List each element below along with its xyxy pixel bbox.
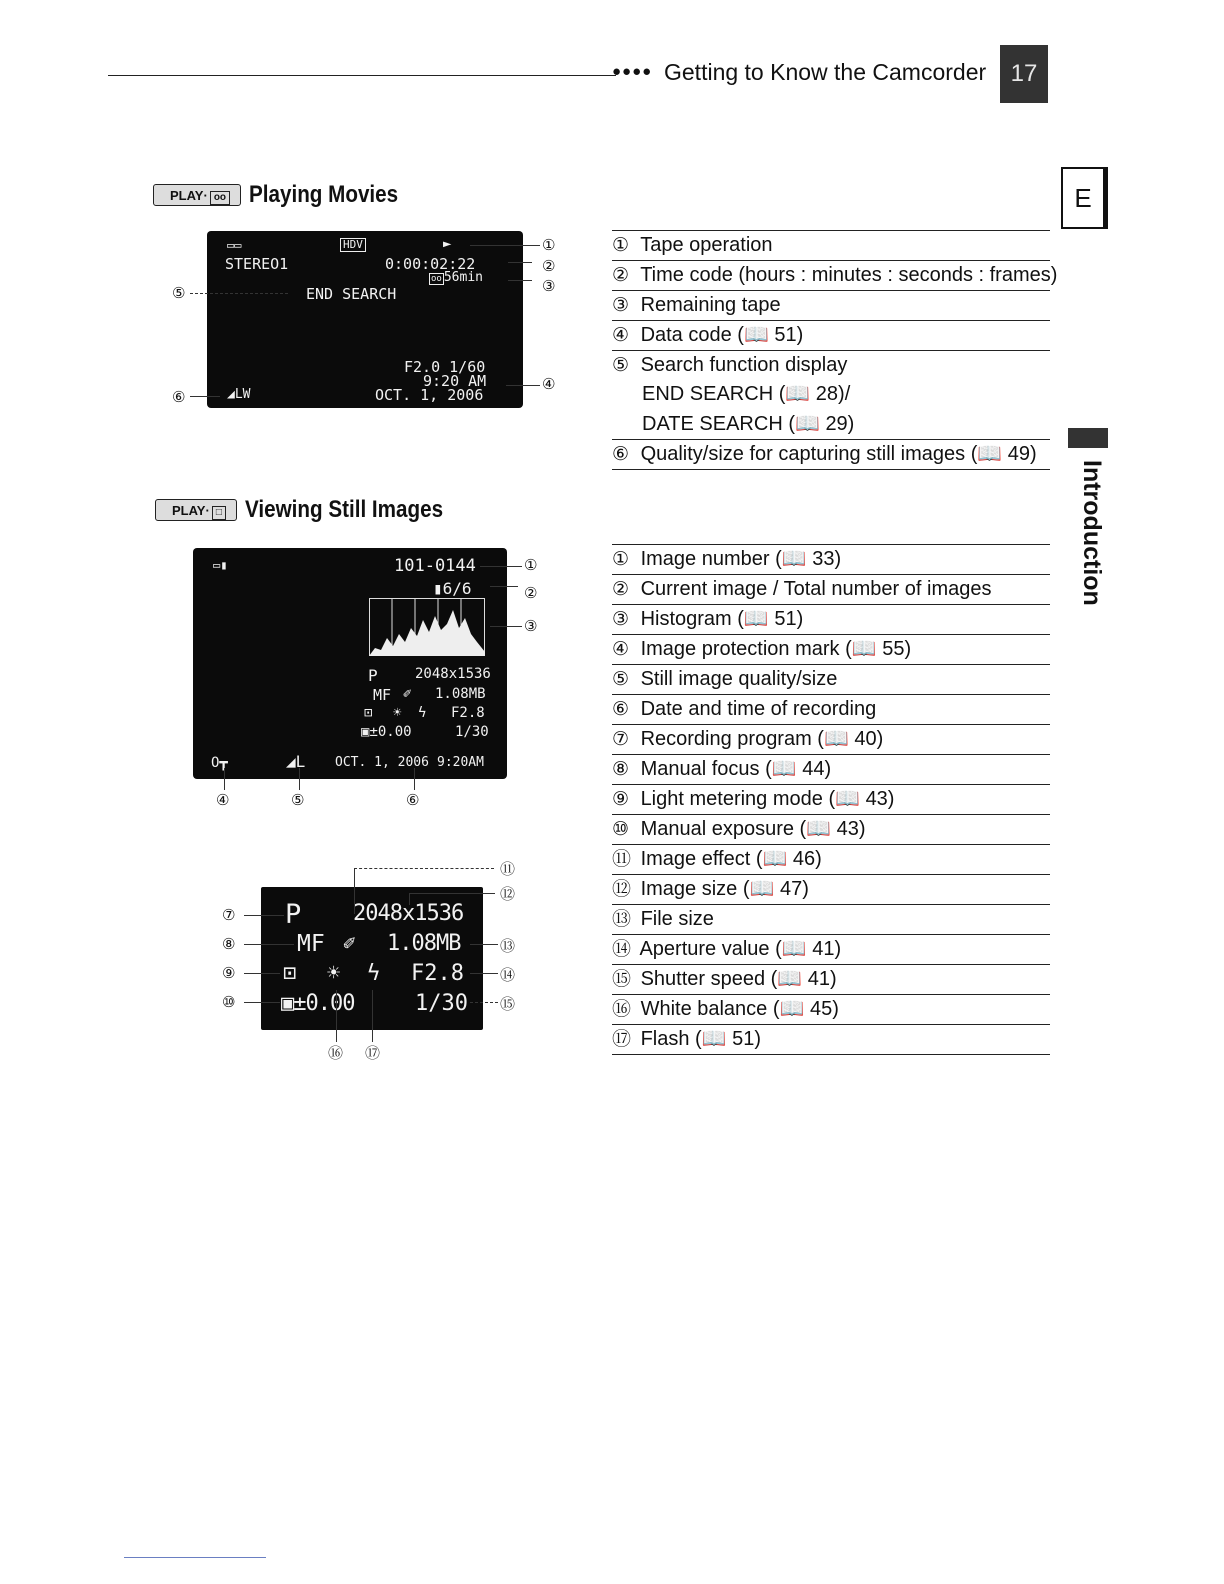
callout-lead xyxy=(372,990,373,1042)
legend-item: ② Current image / Total number of images xyxy=(612,574,1050,604)
callout-lead xyxy=(490,626,522,627)
viewing-still-legend xyxy=(612,544,1050,1055)
callout-2: ② xyxy=(524,584,538,602)
callout-lead xyxy=(470,973,498,974)
legend-item: ⑪ Image effect (📖 46) xyxy=(612,844,1050,874)
callout-14: ⑭ xyxy=(500,966,516,984)
card-icon: □ xyxy=(212,506,226,520)
legend-item: ⑦ Recording program (📖 40) xyxy=(612,724,1050,754)
header-rule xyxy=(108,75,616,76)
shutter-speed: 1/30 xyxy=(455,724,489,740)
callout-13: ⑬ xyxy=(500,937,516,955)
callout-15: ⑮ xyxy=(500,995,516,1013)
manual-focus: MF xyxy=(297,931,325,957)
footer-rule xyxy=(124,1557,266,1558)
file-size: 1.08MB xyxy=(387,931,461,956)
callout-lead xyxy=(190,396,220,397)
callout-lead xyxy=(190,293,288,294)
protection-key-icon: O┳ xyxy=(211,755,228,771)
card-play-icon: ▭▮ xyxy=(213,558,228,572)
hdv-badge: HDV xyxy=(340,238,366,252)
legend-item: ⑨ Light metering mode (📖 43) xyxy=(612,784,1050,814)
recording-program: P xyxy=(285,899,302,930)
legend-item: ⑯ White balance (📖 45) xyxy=(612,994,1050,1024)
legend-item: ④ Data code (📖 51) xyxy=(612,320,1050,350)
callout-lead xyxy=(470,245,540,246)
legend-item: ⑤ Still image quality/size xyxy=(612,664,1050,694)
exposure-value: ▣±0.00 xyxy=(281,991,355,1016)
legend-item: ⑤ Search function display xyxy=(612,350,1050,380)
callout-17: ⑰ xyxy=(365,1044,381,1062)
white-balance-icon: ☀ xyxy=(393,705,402,721)
callout-lead xyxy=(244,915,284,916)
remaining-tape-display: oo 56min xyxy=(431,270,483,285)
callout-4: ④ xyxy=(216,791,230,809)
playing-movies-heading xyxy=(153,181,422,209)
callout-2: ② xyxy=(542,257,556,275)
flash-icon: ϟ xyxy=(367,961,381,986)
callout-9: ⑨ xyxy=(222,964,236,982)
recording-program: P xyxy=(368,666,378,685)
callout-lead xyxy=(354,868,494,869)
image-size: 2048x1536 xyxy=(353,901,464,926)
aperture-value: F2.8 xyxy=(451,705,485,721)
callout-lead xyxy=(244,973,280,974)
callout-lead xyxy=(244,944,294,945)
callout-1: ① xyxy=(524,556,538,574)
exposure-value: ▣±0.00 xyxy=(361,724,412,740)
white-balance-icon: ☀ xyxy=(327,961,341,986)
legend-item: ④ Image protection mark (📖 55) xyxy=(612,634,1050,664)
callout-lead xyxy=(470,944,498,945)
callout-8: ⑧ xyxy=(222,935,236,953)
movie-playback-screen xyxy=(207,231,523,408)
audio-output-label: STEREO1 xyxy=(225,255,289,273)
tape-icon: oo xyxy=(210,191,230,205)
legend-item: ③ Remaining tape xyxy=(612,290,1050,320)
date-data-code: OCT. 1, 2006 xyxy=(375,386,484,404)
callout-10: ⑩ xyxy=(222,993,236,1011)
legend-item: ⑭ Aperture value (📖 41) xyxy=(612,934,1050,964)
page-header-title: Getting to Know the Camcorder xyxy=(664,59,987,85)
callout-3: ③ xyxy=(524,617,538,635)
legend-item: ⑧ Manual focus (📖 44) xyxy=(612,754,1050,784)
tape-play-icon: ▭▭ xyxy=(227,238,242,252)
callout-5: ⑤ xyxy=(291,791,305,809)
legend-item: ① Image number (📖 33) xyxy=(612,544,1050,574)
callout-lead xyxy=(299,768,300,790)
metering-icon: ⊡ xyxy=(364,705,373,721)
callout-7: ⑦ xyxy=(222,906,236,924)
legend-item: ③ Histogram (📖 51) xyxy=(612,604,1050,634)
callout-lead xyxy=(414,768,415,790)
legend-item: ⑮ Shutter speed (📖 41) xyxy=(612,964,1050,994)
image-number-display: 101-0144 xyxy=(394,556,476,576)
callout-16: ⑯ xyxy=(328,1044,344,1062)
legend-item: ⑫ Image size (📖 47) xyxy=(612,874,1050,904)
legend-subitem: END SEARCH (📖 28)/ xyxy=(642,383,851,405)
callout-lead xyxy=(409,893,495,894)
search-function-display: END SEARCH xyxy=(306,285,397,303)
callout-lead xyxy=(490,586,518,587)
callout-lead xyxy=(336,990,337,1042)
callout-1: ① xyxy=(542,236,556,254)
section-title: Viewing Still Images xyxy=(244,496,443,523)
section-title: Playing Movies xyxy=(249,181,399,208)
side-section-marker xyxy=(1068,428,1108,448)
viewing-still-heading xyxy=(155,496,475,524)
playing-movies-legend xyxy=(612,230,1058,470)
timecode-display: 0:00:02:22 xyxy=(385,255,476,273)
callout-lead xyxy=(506,385,540,386)
callout-5: ⑤ xyxy=(172,284,186,302)
play-tape-mode-badge: PLAY· oo xyxy=(153,184,241,206)
manual-focus: MF xyxy=(373,686,392,704)
callout-lead xyxy=(470,1002,498,1003)
callout-3: ③ xyxy=(542,277,556,295)
legend-item: ⑥ Date and time of recording xyxy=(612,694,1050,724)
language-tab: E xyxy=(1061,167,1108,229)
callout-lead xyxy=(409,893,410,905)
callout-lead xyxy=(508,280,532,281)
header-dots: ●●●● xyxy=(612,63,653,80)
image-effect-icon: ✐ xyxy=(403,686,412,702)
callout-lead xyxy=(480,566,522,567)
aperture-value: F2.8 xyxy=(411,961,464,986)
legend-item: ⑬ File size xyxy=(612,904,1050,934)
callout-6: ⑥ xyxy=(406,791,420,809)
callout-lead xyxy=(244,1002,280,1003)
metering-icon: ⊡ xyxy=(283,961,297,986)
image-size: 2048x1536 xyxy=(415,666,491,682)
callout-4: ④ xyxy=(542,375,556,393)
file-size: 1.08MB xyxy=(435,686,486,702)
callout-lead xyxy=(224,768,225,790)
time-data-code: 9:20 AM xyxy=(423,372,487,390)
legend-item: ⑰ Flash (📖 51) xyxy=(612,1024,1050,1055)
recording-date: OCT. 1, 2006 xyxy=(335,755,429,770)
callout-lead xyxy=(508,262,532,263)
play-card-mode-badge: PLAY· □ xyxy=(155,499,237,521)
exposure-data-code: F2.0 1/60 xyxy=(404,358,486,376)
still-quality-indicator: ◢LW xyxy=(227,387,251,402)
legend-item: ⑩ Manual exposure (📖 43) xyxy=(612,814,1050,844)
legend-item: ⑥ Quality/size for capturing still images (📖 49) xyxy=(612,439,1050,470)
image-effect-icon: ✐ xyxy=(343,931,356,955)
image-count-display: ▮6/6 xyxy=(433,579,472,598)
side-section-label: Introduction xyxy=(1078,460,1106,606)
still-quality-size: ◢L xyxy=(286,752,306,771)
legend-item: ② Time code (hours : minutes : seconds : frames) xyxy=(612,260,1050,290)
legend-item: ① Tape operation xyxy=(612,230,1050,260)
callout-12: ⑫ xyxy=(500,885,516,903)
callout-6: ⑥ xyxy=(172,388,186,406)
recording-time: 9:20AM xyxy=(437,755,484,770)
legend-subitem: DATE SEARCH (📖 29) xyxy=(642,412,855,435)
play-icon: ► xyxy=(443,236,452,252)
flash-icon: ϟ xyxy=(418,705,427,721)
callout-11: ⑪ xyxy=(500,860,516,878)
page-number-tab: 17 xyxy=(1000,45,1048,103)
histogram xyxy=(369,598,485,656)
still-image-screen xyxy=(193,548,507,779)
shutter-speed: 1/30 xyxy=(415,991,468,1016)
callout-lead xyxy=(354,868,355,914)
